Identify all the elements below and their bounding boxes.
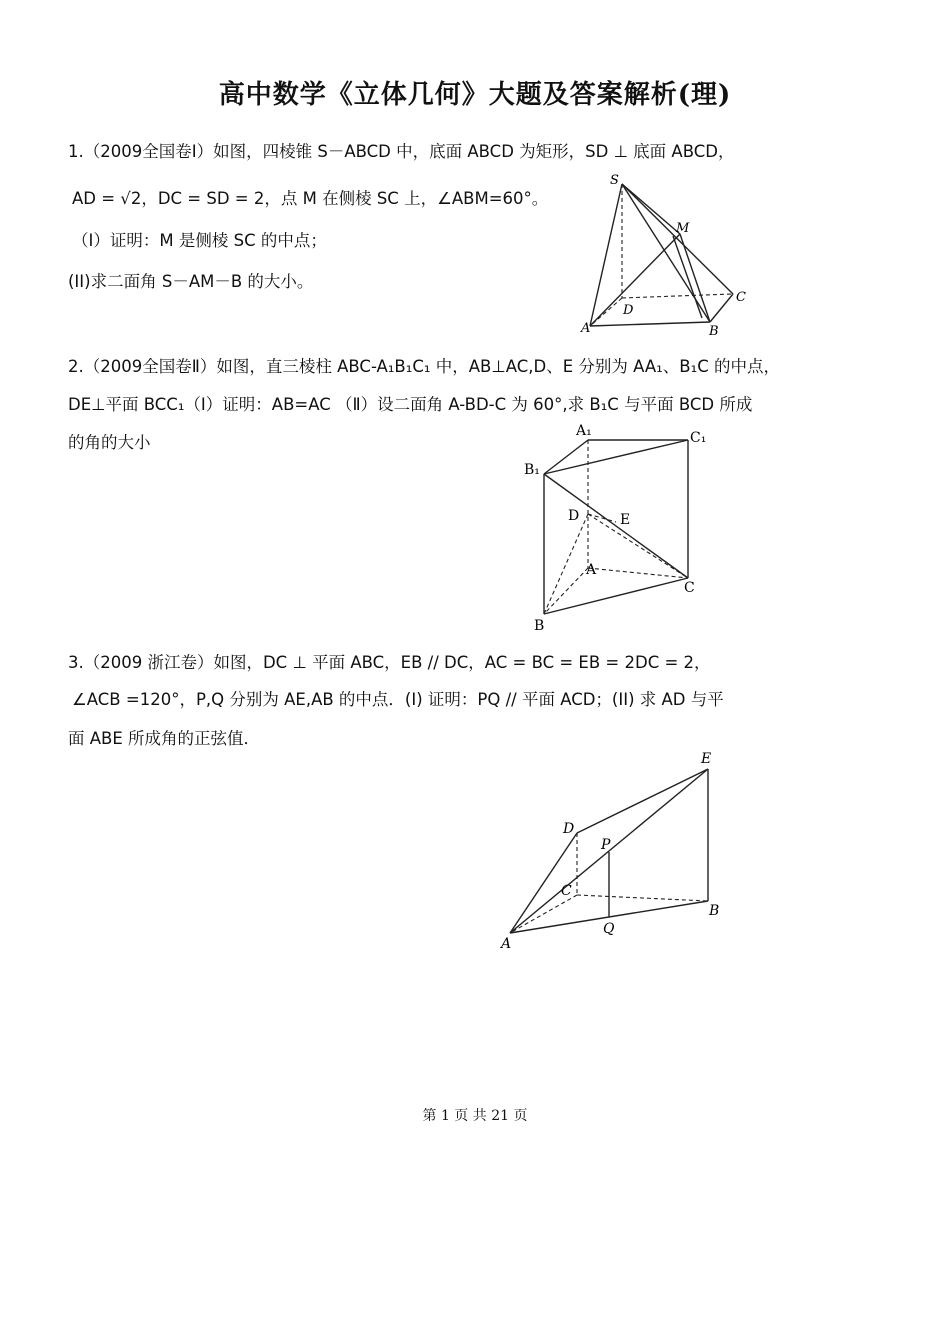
pyramid-figure (570, 170, 770, 340)
label-m: M (676, 221, 690, 236)
label-d: D (563, 821, 575, 837)
tetrahedron-figure (495, 745, 735, 955)
problem-3-line-1: 3.（2009 浙江卷）如图，DC ⊥ 平面 ABC，EB // DC，AC = BC = EB = 2DC = 2， (68, 653, 711, 672)
label-b1: B₁ (524, 462, 540, 478)
problem-1-line-4: (II)求二面角 S－AM－B 的大小。 (68, 272, 314, 291)
label-a1: A₁ (576, 423, 592, 439)
label-p: P (601, 837, 611, 853)
label-q: Q (603, 921, 615, 937)
label-b: B (709, 903, 720, 919)
problem-3-line-2: ∠ACB =120°，P,Q 分别为 AE,AB 的中点．(I) 证明：PQ // 平面 ACD；(II) 求 AD 与平 (72, 690, 724, 709)
problem-2-line-2: DE⊥平面 BCC₁（Ⅰ）证明：AB=AC （Ⅱ）设二面角 A-BD-C 为 60°,求 B₁C 与平面 BCD 所成 (68, 395, 753, 414)
label-d: D (623, 303, 634, 318)
page-title: 高中数学《立体几何》大题及答案解析(理) (218, 80, 732, 110)
problem-1-line-3: （I）证明：M 是侧棱 SC 的中点； (72, 231, 327, 250)
page-footer: 第 1 页 共 21 页 (422, 1108, 528, 1124)
problem-3-line-3: 面 ABE 所成角的正弦值． (68, 729, 261, 748)
label-a: A (581, 321, 591, 336)
label-e: E (620, 512, 631, 528)
label-d: D (568, 508, 580, 524)
label-s: S (610, 173, 619, 188)
label-b: B (534, 618, 545, 634)
label-c: C (684, 580, 695, 596)
problem-2-line-3: 的角的大小 (68, 433, 151, 452)
label-a: A (586, 562, 597, 578)
label-c1: C₁ (690, 430, 707, 446)
problem-2-line-1: 2.（2009全国卷Ⅱ）如图，直三棱柱 ABC-A₁B₁C₁ 中，AB⊥AC,D、E 分别为 AA₁、B₁C 的中点， (68, 357, 780, 376)
label-c: C (561, 883, 572, 899)
label-e: E (701, 751, 712, 767)
label-a: A (501, 936, 512, 952)
label-c: C (736, 290, 746, 305)
prism-figure (520, 418, 720, 636)
problem-1-line-1: 1.（2009全国卷Ⅰ）如图，四棱锥 S－ABCD 中，底面 ABCD 为矩形，SD ⊥ 底面 ABCD， (68, 142, 735, 161)
problem-1-line-2: AD = √2，DC = SD = 2，点 M 在侧棱 SC 上，∠ABM=60°。 (72, 189, 549, 208)
label-b: B (709, 324, 719, 339)
